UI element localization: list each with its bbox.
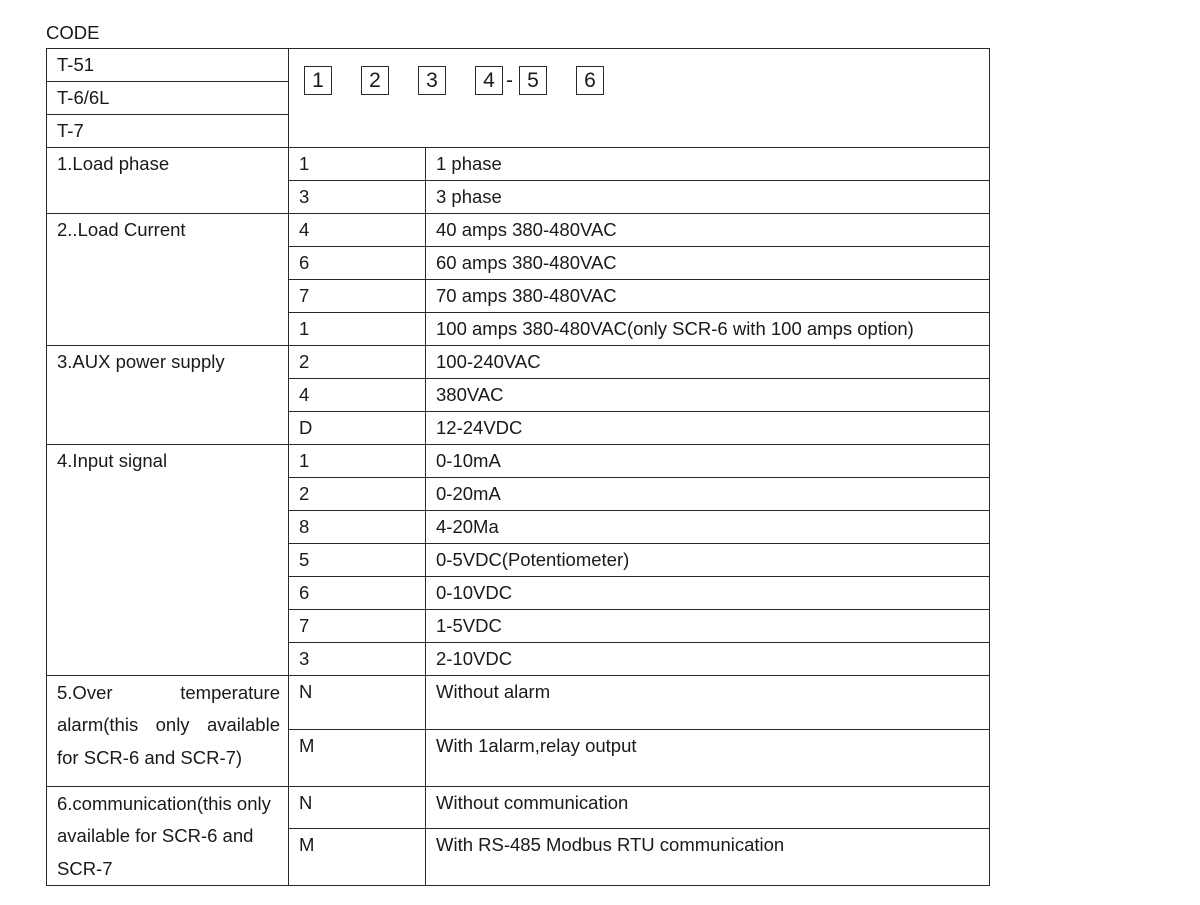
option-code: 1	[289, 445, 426, 478]
code-box: 3	[418, 66, 446, 95]
option-desc: 4-20Ma	[426, 511, 990, 544]
option-code: 8	[289, 511, 426, 544]
code-format	[289, 49, 990, 148]
option-code: 2	[289, 478, 426, 511]
option-desc: 0-5VDC(Potentiometer)	[426, 544, 990, 577]
code-box: 1	[304, 66, 332, 95]
order-code-table	[46, 48, 990, 886]
option-code: 1	[289, 313, 426, 346]
option-desc: 12-24VDC	[426, 412, 990, 445]
model-label: T-51	[47, 49, 289, 82]
option-code: N	[289, 787, 426, 829]
table-caption: CODE	[46, 22, 100, 43]
option-desc: 70 amps 380-480VAC	[426, 280, 990, 313]
option-desc: 0-10mA	[426, 445, 990, 478]
option-code: 2	[289, 346, 426, 379]
section-label: 3.AUX power supply	[47, 346, 289, 445]
code-box: 6	[576, 66, 604, 95]
section-label: 1.Load phase	[47, 148, 289, 214]
option-desc: 1-5VDC	[426, 610, 990, 643]
option-code: M	[289, 730, 426, 787]
option-desc: Without alarm	[426, 676, 990, 730]
option-desc: 100-240VAC	[426, 346, 990, 379]
section-label: 2..Load Current	[47, 214, 289, 346]
option-code: 7	[289, 610, 426, 643]
code-separator: -	[506, 69, 513, 92]
option-desc: 0-20mA	[426, 478, 990, 511]
code-box: 2	[361, 66, 389, 95]
option-desc: 100 amps 380-480VAC(only SCR-6 with 100 amps option)	[426, 313, 990, 346]
option-code: 3	[289, 181, 426, 214]
option-code: D	[289, 412, 426, 445]
option-desc: 2-10VDC	[426, 643, 990, 676]
option-desc: Without communication	[426, 787, 990, 829]
option-desc: 40 amps 380-480VAC	[426, 214, 990, 247]
code-box: 4	[475, 66, 503, 95]
option-code: 6	[289, 577, 426, 610]
option-code: N	[289, 676, 426, 730]
option-code: 6	[289, 247, 426, 280]
code-box: 5	[519, 66, 547, 95]
option-desc: 60 amps 380-480VAC	[426, 247, 990, 280]
option-desc: 1 phase	[426, 148, 990, 181]
option-code: 3	[289, 643, 426, 676]
option-desc: With RS-485 Modbus RTU communication	[426, 828, 990, 885]
model-label: T-7	[47, 115, 289, 148]
option-code: 5	[289, 544, 426, 577]
option-code: 4	[289, 379, 426, 412]
option-code: M	[289, 828, 426, 885]
option-desc: With 1alarm,relay output	[426, 730, 990, 787]
option-desc: 3 phase	[426, 181, 990, 214]
option-code: 4	[289, 214, 426, 247]
model-label: T-6/6L	[47, 82, 289, 115]
section-label: 4.Input signal	[47, 445, 289, 676]
section-label: 5.Over temperature alarm(this only available for SCR-6 and SCR-7)	[47, 676, 289, 787]
option-desc: 0-10VDC	[426, 577, 990, 610]
section-label: 6.communication(this only available for SCR-6 and SCR-7	[47, 787, 289, 886]
option-code: 1	[289, 148, 426, 181]
option-code: 7	[289, 280, 426, 313]
option-desc: 380VAC	[426, 379, 990, 412]
